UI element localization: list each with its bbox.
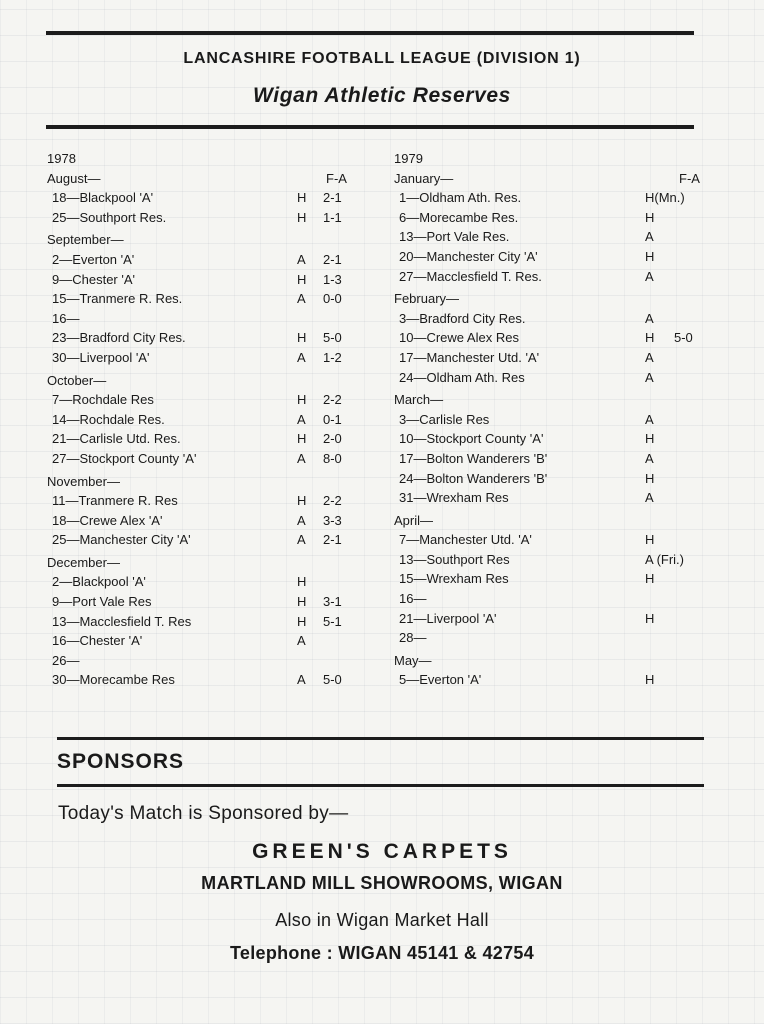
venue: A [645,229,654,245]
fixture-date-opponent: 25—Manchester City 'A' [52,532,191,548]
venue: A [297,349,306,365]
venue: H [645,431,655,447]
fixture-date-opponent: 9—Chester 'A' [52,271,135,287]
fixture-date-opponent: 2—Everton 'A' [52,251,135,267]
sponsor-telephone: Telephone : WIGAN 45141 & 42754 [229,943,535,963]
venue: A [297,251,306,267]
sponsor-showrooms: MARTLAND MILL SHOWROOMS, WIGAN [201,873,563,893]
month-heading [394,651,704,671]
fixture-row [394,227,704,247]
sponsor-market-hall: Also in Wigan Market Hall [275,910,489,930]
venue: H [297,574,307,590]
fixture-row [394,589,704,609]
venue: H [645,532,655,548]
score: 2-1 [323,251,342,267]
fixture-row [47,491,359,511]
fixture-row [394,449,704,469]
fixture-date-opponent: 25—Southport Res. [52,209,167,225]
fixture-date-opponent: 27—Macclesfield T. Res. [399,268,542,284]
venue: A [297,291,306,307]
fixture-date-opponent: 30—Liverpool 'A' [52,349,150,365]
fixture-date-opponent: 21—Liverpool 'A' [399,610,497,626]
fixture-date-opponent: 3—Carlisle Res [399,411,490,427]
month-heading [394,169,704,189]
fixture-date-opponent: 10—Stockport County 'A' [399,431,544,447]
fixture-row [394,267,704,287]
header-bottom-rule [46,125,694,129]
fixtures-1979-column [394,149,704,690]
fixture-date-opponent: 28— [399,630,427,646]
club-title: Wigan Athletic Reserves [253,84,511,107]
fixture-row [394,208,704,228]
fixture-date-opponent: 5—Everton 'A' [399,672,482,688]
fixture-date-opponent: 11—Tranmere R. Res [52,493,178,509]
fixture-date-opponent: 13—Macclesfield T. Res [52,613,192,629]
fixture-date-opponent: 30—Morecambe Res [52,672,175,688]
month-label: November— [47,473,120,489]
score: 2-2 [323,493,342,509]
score: 5-1 [323,613,342,629]
month-label: February— [394,291,460,307]
month-heading [394,390,704,410]
venue: H [297,392,307,408]
venue: A [297,672,306,688]
venue: A [297,633,306,649]
fixture-row [47,390,359,410]
fixture-row [47,289,359,309]
fixture-row [394,348,704,368]
month-heading [394,511,704,531]
fixture-row [394,469,704,489]
sponsor-company: GREEN'S CARPETS [252,840,512,863]
venue: H [645,610,655,626]
fixture-row [47,449,359,469]
fixture-row [47,429,359,449]
fixture-date-opponent: 27—Stockport County 'A' [52,450,197,466]
venue: H [297,493,307,509]
year-header-1978 [47,149,359,169]
score: 2-0 [323,431,342,447]
fixture-row [47,511,359,531]
fixture-row [394,328,704,348]
score: 5-0 [323,672,342,688]
fixture-row [47,592,359,612]
fixture-date-opponent: 18—Blackpool 'A' [52,190,154,206]
month-heading [47,553,359,573]
fixture-row [47,250,359,270]
fixture-row [47,530,359,550]
venue: A [297,532,306,548]
fixture-date-opponent: 23—Bradford City Res. [52,330,186,346]
score: 1-2 [323,349,342,365]
fixture-date-opponent: 7—Rochdale Res [52,392,154,408]
fixture-row [47,208,359,228]
month-label: April— [394,512,434,528]
venue: A [297,411,306,427]
venue: A [645,268,654,284]
fixture-date-opponent: 16—Chester 'A' [52,633,143,649]
fixture-row [394,609,704,629]
fixture-row [394,188,704,208]
score: 2-2 [323,392,342,408]
venue: H [297,330,307,346]
fixture-date-opponent: 15—Tranmere R. Res. [52,291,183,307]
score: 5-0 [323,330,342,346]
fixture-row [394,309,704,329]
fixture-row [47,612,359,632]
score: 3-3 [323,512,342,528]
fixture-date-opponent: 17—Manchester Utd. 'A' [399,349,540,365]
fixture-row [47,631,359,651]
month-heading [47,472,359,492]
venue: H [297,613,307,629]
fixture-row [394,429,704,449]
fixture-date-opponent: 9—Port Vale Res [52,594,152,610]
fixture-date-opponent: 6—Morecambe Res. [399,209,519,225]
fixture-row [47,270,359,290]
fixture-date-opponent: 13—Port Vale Res. [399,229,510,245]
fixture-row [394,530,704,550]
fixture-date-opponent: 18—Crewe Alex 'A' [52,512,163,528]
fixture-date-opponent: 15—Wrexham Res [399,571,509,587]
venue: A [645,349,654,365]
score: 2-1 [323,190,342,206]
fixture-date-opponent: 2—Blackpool 'A' [52,574,146,590]
fixture-date-opponent: 20—Manchester City 'A' [399,248,538,264]
score: 1-3 [323,271,342,287]
fixture-date-opponent: 10—Crewe Alex Res [399,330,519,346]
month-label: August— [47,170,101,186]
year-label: 1978 [47,151,76,166]
fixture-date-opponent: 21—Carlisle Utd. Res. [52,431,181,447]
venue: H [645,672,655,688]
score: 0-1 [323,411,342,427]
month-label: January— [394,170,454,186]
venue: H [645,571,655,587]
fixture-row [394,488,704,508]
fixture-row [47,572,359,592]
month-heading [47,169,359,189]
fixture-row [47,651,359,671]
fixture-row [47,670,359,690]
fixture-row [47,328,359,348]
fixture-date-opponent: 31—Wrexham Res [399,490,509,506]
venue: A [645,411,654,427]
month-heading [394,289,704,309]
score: 3-1 [323,594,342,610]
fixture-date-opponent: 26— [52,652,80,668]
fixture-date-opponent: 7—Manchester Utd. 'A' [399,532,532,548]
venue: A [297,450,306,466]
venue: H [297,271,307,287]
fixture-date-opponent: 3—Bradford City Res. [399,310,526,326]
venue: A [645,450,654,466]
fixture-date-opponent: 1—Oldham Ath. Res. [399,190,522,206]
fixture-date-opponent: 16— [399,591,427,607]
fixture-row [394,410,704,430]
month-label: September— [47,232,124,248]
fixture-date-opponent: 17—Bolton Wanderers 'B' [399,450,548,466]
venue: H [297,594,307,610]
month-heading [47,371,359,391]
month-label: March— [394,392,444,408]
venue: H [297,190,307,206]
venue: H [645,248,655,264]
fixture-row [47,188,359,208]
venue: H [645,209,655,225]
month-label: May— [394,652,432,668]
venue: H [645,330,655,346]
score-column-header: F-A [679,170,700,186]
score: 5-0 [674,330,693,346]
fixture-row [394,247,704,267]
venue: H [297,209,307,225]
score: 8-0 [323,450,342,466]
fixtures-1978-column [47,149,359,690]
score-column-header: F-A [326,170,347,186]
fixture-row [394,550,704,570]
venue: A (Fri.) [645,551,684,567]
venue: A [297,512,306,528]
score: 1-1 [323,209,342,225]
league-title: LANCASHIRE FOOTBALL LEAGUE (DIVISION 1) [183,50,581,67]
fixture-date-opponent: 24—Oldham Ath. Res [399,369,525,385]
month-heading [47,230,359,250]
venue: A [645,310,654,326]
sponsors-heading: SPONSORS [57,750,185,773]
month-label: December— [47,554,120,570]
sponsors-bottom-rule [57,784,704,787]
fixture-row [47,410,359,430]
year-label: 1979 [394,151,423,166]
venue: H(Mn.) [645,190,685,206]
score: 2-1 [323,532,342,548]
fixture-row [47,348,359,368]
fixture-row [394,670,704,690]
venue: A [645,490,654,506]
fixture-row [394,628,704,648]
fixture-date-opponent: 14—Rochdale Res. [52,411,165,427]
sponsors-top-rule [57,737,704,740]
score: 0-0 [323,291,342,307]
fixture-date-opponent: 13—Southport Res [399,551,510,567]
fixture-row [394,368,704,388]
top-rule [46,31,694,35]
fixture-date-opponent: 16— [52,310,80,326]
year-header-1979 [394,149,704,169]
month-label: October— [47,372,107,388]
venue: H [297,431,307,447]
sponsor-intro: Today's Match is Sponsored by— [58,803,349,824]
venue: H [645,470,655,486]
fixture-date-opponent: 24—Bolton Wanderers 'B' [399,470,548,486]
fixture-row [394,569,704,589]
venue: A [645,369,654,385]
fixture-row [47,309,359,329]
